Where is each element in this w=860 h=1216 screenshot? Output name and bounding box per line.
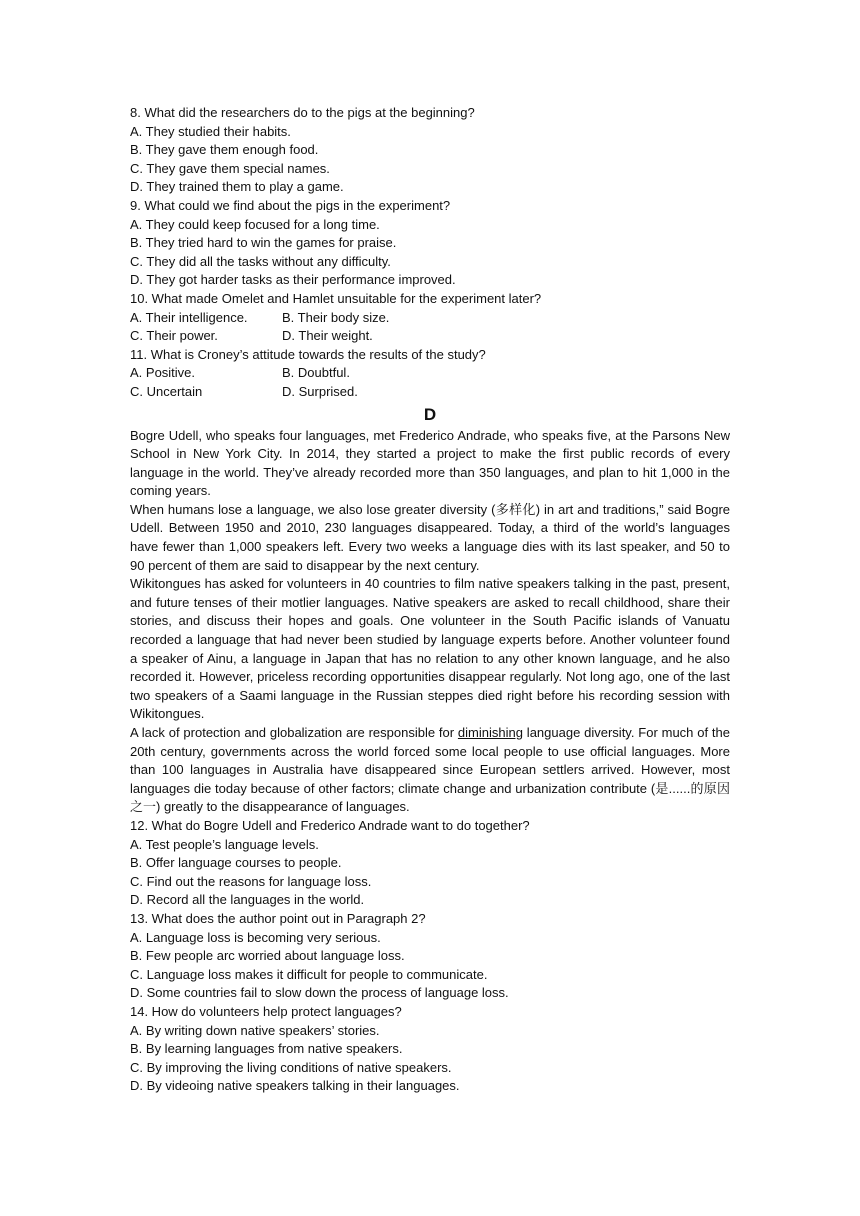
section-title: D	[423, 404, 437, 424]
question-11	[130, 346, 730, 402]
question-stem: 9. What could we find about the pigs in the experiment?	[130, 197, 451, 213]
question-10	[130, 290, 730, 346]
underlined-word: diminishing	[457, 725, 523, 740]
option-d: D. Their weight.	[282, 328, 373, 344]
option-d: D. They trained them to play a game.	[130, 179, 344, 195]
option-d: D. Record all the languages in the world.	[130, 892, 365, 908]
question-stem: 8. What did the researchers do to the pigs at the beginning?	[130, 105, 475, 120]
passage-paragraph-4	[130, 724, 730, 817]
option-c: C. Find out the reasons for language loss.	[130, 873, 372, 889]
question-stem: 11. What is Croney’s attitude towards the results of the study?	[130, 346, 486, 362]
question-stem: 14. How do volunteers help protect languages?	[130, 1003, 402, 1019]
question-14	[130, 1003, 730, 1096]
question-13	[130, 910, 730, 1003]
question-8	[130, 104, 730, 197]
option-a: A. Test people’s language levels.	[130, 836, 319, 852]
option-c: C. They gave them special names.	[130, 160, 330, 176]
option-c: C. Language loss makes it difficult for people to communicate.	[130, 966, 488, 982]
document-page	[130, 104, 730, 1096]
question-stem: 12. What do Bogre Udell and Frederico Andrade want to do together?	[130, 817, 530, 833]
option-b: B. They gave them enough food.	[130, 142, 319, 158]
option-a: A. They studied their habits.	[130, 123, 291, 139]
option-c: C. By improving the living conditions of native speakers.	[130, 1059, 452, 1075]
passage-paragraph-1: Bogre Udell, who speaks four languages, met Frederico Andrade, who speaks five, at the Parsons New School in New York City. In 2014, they started a project to make the first public records of every language in the world. They’ve already recorded more than 350 languages, and plan to hit 1,000 in the coming years.	[130, 427, 730, 499]
option-c: C. Uncertain	[130, 383, 203, 399]
option-a: A. Their intelligence.	[130, 309, 248, 325]
option-d: D. They got harder tasks as their performance improved.	[130, 272, 456, 288]
passage-paragraph-3: Wikitongues has asked for volunteers in 40 countries to film native speakers talking in the past, present, and future tenses of their motlier languages. Native speakers are asked to recall childhood, share their stories, and discuss their hopes and goals. One volunteer in the South Pacific islands of Vanuatu recorded a language that had never been studied by language experts before. Another volunteer found a speaker of Ainu, a language in Japan that has no relation to any other known language, and he also recorded it. However, priceless recording opportunities disappear regularly. Not long ago, one of the last two speakers of a Saami language in the Russian steppes died right before his recording session with Wikitongues.	[130, 576, 730, 722]
option-b: B. Their body size.	[282, 309, 390, 325]
option-d: D. Surprised.	[282, 383, 358, 399]
option-c: C. They did all the tasks without any difficulty.	[130, 253, 391, 269]
option-a: A. By writing down native speakers’ stories.	[130, 1022, 380, 1038]
options-row	[130, 383, 730, 402]
option-a: A. Language loss is becoming very serious.	[130, 929, 381, 945]
option-a: A. Positive.	[130, 365, 196, 381]
question-12	[130, 817, 730, 910]
option-b: B. Offer language courses to people.	[130, 855, 342, 871]
options-row	[130, 364, 730, 383]
options-row	[130, 309, 730, 328]
passage-paragraph-2: When humans lose a language, we also lose greater diversity (多样化) in art and traditions,” said Bogre Udell. Between 1950 and 2010, 230 languages disappeared. Today, a third of the world’s languages have fewer than 1,000 speakers left. Every two weeks a language dies with its last speaker, and 50 to 90 percent of them are said to disappear by the next century.	[130, 501, 730, 573]
question-stem: 13. What does the author point out in Paragraph 2?	[130, 910, 426, 926]
question-9	[130, 197, 730, 290]
option-b: B. Doubtful.	[282, 365, 350, 381]
paragraph-text: A lack of protection and globalization are responsible for	[130, 725, 458, 740]
option-d: D. By videoing native speakers talking in their languages.	[130, 1078, 460, 1094]
option-d: D. Some countries fail to slow down the process of language loss.	[130, 985, 509, 1001]
options-row	[130, 327, 730, 346]
option-c: C. Their power.	[130, 328, 218, 344]
option-b: B. They tried hard to win the games for praise.	[130, 235, 397, 251]
paragraph-text: language diversity. For much of the 20th century, governments across the world forced some local people to use official languages. More than 100 languages in Australia have disappeared since European settlers arrived. However, most languages die today because of other factors; climate change and urbanization contribute (是......的原因之一) greatly to the disappearance of languages.	[130, 725, 730, 815]
question-stem: 10. What made Omelet and Hamlet unsuitable for the experiment later?	[130, 290, 542, 306]
option-b: B. Few people arc worried about language loss.	[130, 948, 405, 964]
option-a: A. They could keep focused for a long time.	[130, 216, 380, 232]
option-b: B. By learning languages from native speakers.	[130, 1041, 403, 1057]
